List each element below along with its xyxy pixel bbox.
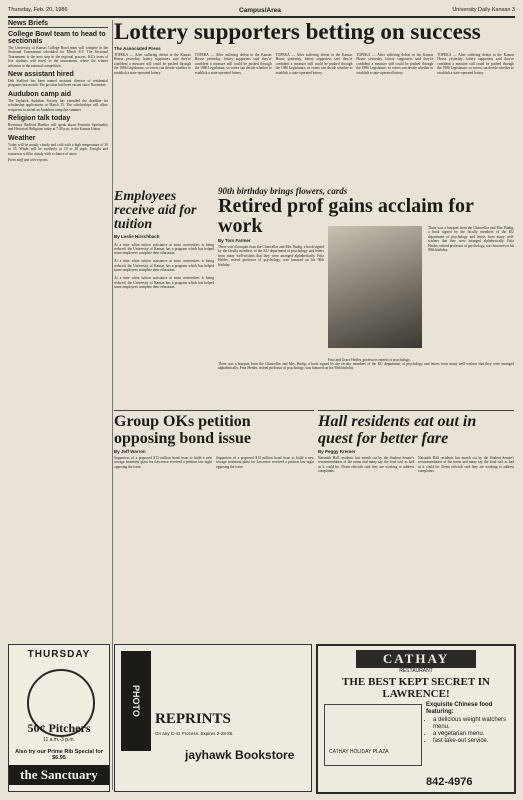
brief-heading: College Bowl team to head to sectionals xyxy=(8,31,106,45)
ad-hours: 11 a.m.-3 p.m. xyxy=(43,737,75,743)
lottery-body: TOPEKA — After suffering defeat in the Kansas House yesterday, lottery supporters said they're confident a measure still could be pushed through the 1986 Legislature, so voters can decide whether to establish a state-operated lottery. xyxy=(356,53,434,75)
brief-text: Deb Stafford has been named assistant director of residential programs last month. The position had been vacant since November. xyxy=(8,79,108,88)
employees-body: At a time when tuition assistance at most universities is being reduced, the University of Kansas has a program which has helped some employees complete their education. xyxy=(114,259,214,273)
lottery-body: TOPEKA — After suffering defeat in the Kansas House yesterday, lottery supporters said they're confident a measure still could be pushed through the 1986 Legislature, so voters can decide whether to establish a state-operated lottery. xyxy=(437,53,514,75)
brief-text: The University of Kansas College Bowl team will compete in the Sectional Tournament scheduled for March 8-9. The Sectional Tournament is the next step in the regional process. KU's team of five students will travel to the tournament, where the winner advances to the national competition. xyxy=(8,46,108,68)
menu-item: • a vegetarian menu. xyxy=(433,731,510,738)
reprints-title: REPRINTS xyxy=(155,711,231,727)
employees-headline: Employees receive aid for tuition xyxy=(114,189,197,232)
hall-byline: By Peggy Kremer xyxy=(318,449,356,454)
briefs-title: News Briefs xyxy=(8,20,108,28)
prof-byline: By Tom Farmer xyxy=(218,238,251,243)
prof-body: There was a bouquet from the Chancellor and Mrs. Budig, a book signed by the faculty members of the KU department of psychology and letters from many well-wishers that they were arranged alphabetically. Fritz Heider, retired professor of psychology, was honored on his 90th birthday. xyxy=(428,226,514,253)
cathay-map xyxy=(324,704,422,766)
employees-story xyxy=(114,190,214,404)
cathay-resto: RESTAURANT xyxy=(399,668,433,674)
cathay-logo: CATHAY xyxy=(356,650,476,668)
brief-heading: Audubon camp aid xyxy=(8,90,71,98)
hall-body: Naismith Hall residents last month cut by the Student Senate's recommendation of the menu and many say the food isn't as bad as it could be. Dorm officials said they are working to address complaints. xyxy=(318,456,414,474)
photo-strip: PHOTO xyxy=(121,651,151,751)
brief-heading: Weather xyxy=(8,134,36,142)
map-label: CATHAY HOLIDAY PLAZA xyxy=(329,749,389,755)
menu-item: • fast take-out service. xyxy=(433,738,510,745)
section-name: Campus/Area xyxy=(238,6,281,14)
brief-heading: Religion talk today xyxy=(8,115,71,123)
cathay-menu xyxy=(426,702,510,745)
group-body: Supporters of a proposed $13 million bond issue to build a new sewage treatment plant for Lawrence received a petition last night opposing the issue. xyxy=(216,456,314,469)
employees-byline: By Leslie Hirschbach xyxy=(114,234,160,239)
issue-date: Thursday, Feb. 20, 1986 xyxy=(8,7,68,13)
group-byline: By Jeff Warren xyxy=(114,449,146,454)
prof-story xyxy=(218,186,514,408)
lottery-body: TOPEKA — After suffering defeat in the Kansas House yesterday, lottery supporters said they're confident a measure still could be pushed through the 1986 Legislature, so voters can decide whether to establish a state-operated lottery. xyxy=(114,53,191,75)
advertisements xyxy=(15,644,514,790)
ad-deal: 50¢ Pitchers xyxy=(27,721,91,735)
group-body: Supporters of a proposed $13 million bond issue to build a new sewage treatment plant for Lawrence received a petition last night opposing the issue. xyxy=(114,456,212,469)
brief-heading: New assistant hired xyxy=(8,71,74,79)
jayhawk-logo: jayhawk Bookstore xyxy=(185,748,295,762)
lottery-headline: Lottery supporters betting on success xyxy=(114,19,481,44)
prof-body: There was a bouquet from the Chancellor and Mrs. Budig, a book signed by the faculty members of the KU department of psychology and letters from many well-wishers that they were arranged alphabetically. Fritz Heider, retired professor of psychology, was honored on his 90th birthday. xyxy=(218,245,324,267)
lottery-byline: The Associated Press xyxy=(114,46,161,51)
hall-story xyxy=(318,410,514,641)
menu-title: Exquisite Chinese food featuring: xyxy=(426,702,493,715)
employees-body: At a time when tuition assistance at most universities is being reduced, the University of Kansas has a program which has helped some employees complete their education. xyxy=(114,276,214,290)
page-header xyxy=(8,4,515,18)
cathay-best: THE BEST KEPT SECRET IN LAWRENCE! xyxy=(342,676,490,700)
prof-body: There was a bouquet from the Chancellor and Mrs. Budig, a book signed by the faculty members of the KU department of psychology and letters from many well-wishers that they were arranged alphabetically. Fritz Heider, retired professor of psychology, was honored on his 90th birthday. xyxy=(218,362,514,371)
lottery-body: TOPEKA — After suffering defeat in the Kansas House yesterday, lottery supporters said they're confident a measure still could be pushed through the 1986 Legislature, so voters can decide whether to establish a state-operated lottery. xyxy=(275,53,353,75)
sanctuary-logo: the Sanctuary xyxy=(9,765,109,785)
cathay-phone: 842-4976 xyxy=(426,776,473,788)
prof-kicker: 90th birthday brings flowers, cards xyxy=(218,186,348,196)
page-number: 3 xyxy=(511,7,515,13)
group-headline: Group OKs petition opposing bond issue xyxy=(114,413,251,447)
paper-name: University Daily Kansan xyxy=(452,7,511,13)
reprints-sub: On any C-41 Process. Expires 2-28-86. xyxy=(155,731,234,736)
briefs-footer: From staff and wire reports. xyxy=(8,158,49,163)
photo-caption: Fritz and Grace Heider, professors emeriti of psychology. xyxy=(328,357,411,362)
sanctuary-ad xyxy=(8,644,110,792)
menu-item: • a delicious weight watchers menu. xyxy=(433,717,510,731)
lottery-story xyxy=(114,20,514,188)
hall-body: Naismith Hall residents last month cut by the Student Senate's recommendation of the menu and many say the food isn't as bad as it could be. Dorm officials said they are working to address complaints. xyxy=(418,456,514,474)
employees-body: At a time when tuition assistance at most universities is being reduced, the University of Kansas has a program which has helped some employees complete their education. xyxy=(114,242,214,256)
jayhawk-ad xyxy=(114,644,312,792)
group-story xyxy=(114,410,314,641)
brief-text: Today will be mostly cloudy and cold with a high temperature of 30 to 35. Winds will be northerly at 10 to 20 mph. Tonight and tomorrow will be cloudy with a chance of snow. xyxy=(8,142,108,156)
hall-headline: Hall residents eat out in quest for better fare xyxy=(318,413,477,447)
heider-photo xyxy=(328,226,422,362)
brief-text: Rosemary Radford Ruether will speak about Feminist Spirituality and Historical Religions today at 7:30 p.m. in the Kansas Union. xyxy=(8,123,108,132)
prof-headline: Retired prof gains acclaim for work xyxy=(218,195,474,237)
ad-rib: Also try our Prime Rib Special for $6.95 xyxy=(15,749,103,761)
ad-day: THURSDAY xyxy=(27,649,91,660)
cathay-ad xyxy=(316,644,516,794)
brief-text: The Jayhawk Audubon Society has extended the deadline for scholarship applications to March 15. The scholarships will allow recipients to attend an Audubon camp this summer. xyxy=(8,98,108,112)
lottery-body: TOPEKA — After suffering defeat in the Kansas House yesterday, lottery supporters said they're confident a measure still could be pushed through the 1986 Legislature, so voters can decide whether to establish a state-operated lottery. xyxy=(194,53,272,75)
